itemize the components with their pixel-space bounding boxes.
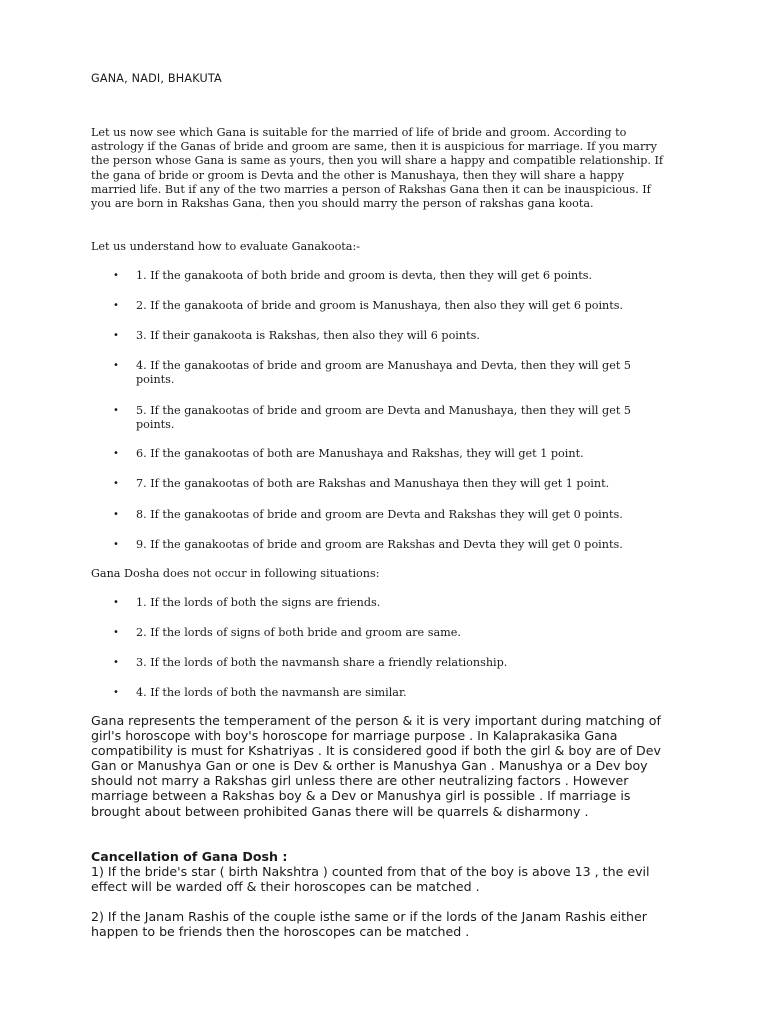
list-item: 7. If the ganakootas of both are Rakshas and Manushaya then they will get 1 point. [136,477,610,490]
cancellation-item-2: 2) If the Janam Rashis of the couple isthe same or if the lords of the Janam Rashis either happen to be friends then the horoscopes can be matched . [91,909,647,940]
bullet-icon: • [113,405,119,416]
bullet-icon: • [113,448,119,459]
list-item: 4. If the lords of both the navmansh are similar. [136,686,407,699]
bullet-icon: • [113,478,119,489]
bullet-icon: • [113,687,119,698]
list-item: 3. If their ganakoota is Rakshas, then also they will 6 points. [136,329,480,342]
list-item: 1. If the lords of both the signs are friends. [136,596,381,609]
bullet-icon: • [113,597,119,608]
bullet-icon: • [113,330,119,341]
list-item: 9. If the ganakootas of bride and groom are Rakshas and Devta they will get 0 points. [136,538,623,551]
cancellation-heading: Cancellation of Gana Dosh : [91,849,288,864]
list-item: 8. If the ganakootas of bride and groom are Devta and Rakshas they will get 0 points. [136,508,623,521]
bullet-icon: • [113,627,119,638]
bullet-icon: • [113,657,119,668]
list-item: 4. If the ganakootas of bride and groom are Manushaya and Devta, then they will get 5 points. [136,359,632,387]
list-item: 3. If the lords of both the navmansh share a friendly relationship. [136,656,508,669]
document-title: GANA, NADI, BHAKUTA [91,72,222,85]
list-item: 6. If the ganakootas of both are Manushaya and Rakshas, they will get 1 point. [136,447,584,460]
bullet-icon: • [113,360,119,371]
list-item: 2. If the lords of signs of both bride and groom are same. [136,626,461,639]
bullet-icon: • [113,270,119,281]
bullet-icon: • [113,539,119,550]
dosha-heading: Gana Dosha does not occur in following situations: [91,567,380,580]
bullet-icon: • [113,509,119,520]
list-item: 2. If the ganakoota of bride and groom is Manushaya, then also they will get 6 points. [136,299,624,312]
bullet-icon: • [113,300,119,311]
evaluate-heading: Let us understand how to evaluate Ganakoota:- [91,240,361,253]
list-item: 5. If the ganakootas of bride and groom are Devta and Manushaya, then they will get 5 points. [136,404,632,432]
gana-paragraph: Gana represents the temperament of the person & it is very important during matching of girl's horoscope with boy's horoscope for marriage purpose . In Kalaprakasika Gana compatibility is must for Kshatriyas . It is considered good if both the girl & boy are of Dev Gan or Manushya Gan or one is Dev & orther is Manushya Gan . Manushya or a Dev boy should not marry a Rakshas girl unless there are other neutralizing factors . However marriage between a Rakshas boy & a Dev or Manushya girl is possible . If marriage is brought about between prohibited Ganas there will be quarrels & disharmony . [91,713,661,819]
cancellation-item-1: 1) If the bride's star ( birth Nakshtra ) counted from that of the boy is above 13 , the evil effect will be warded off & their horoscopes can be matched . [91,864,650,895]
list-item: 1. If the ganakoota of both bride and groom is devta, then they will get 6 points. [136,269,593,282]
intro-paragraph: Let us now see which Gana is suitable for the married of life of bride and groom. According to astrology if the Ganas of bride and groom are same, then it is auspicious for marriage. If you marry the person whose Gana is same as yours, then you will share a happy and compatible relationship. If the gana of bride or groom is Devta and the other is Manushaya, then they will share a happy married life. But if any of the two marries a person of Rakshas Gana then it can be inauspicious. If you are born in Rakshas Gana, then you should marry the person of rakshas gana koota. [91,126,664,211]
